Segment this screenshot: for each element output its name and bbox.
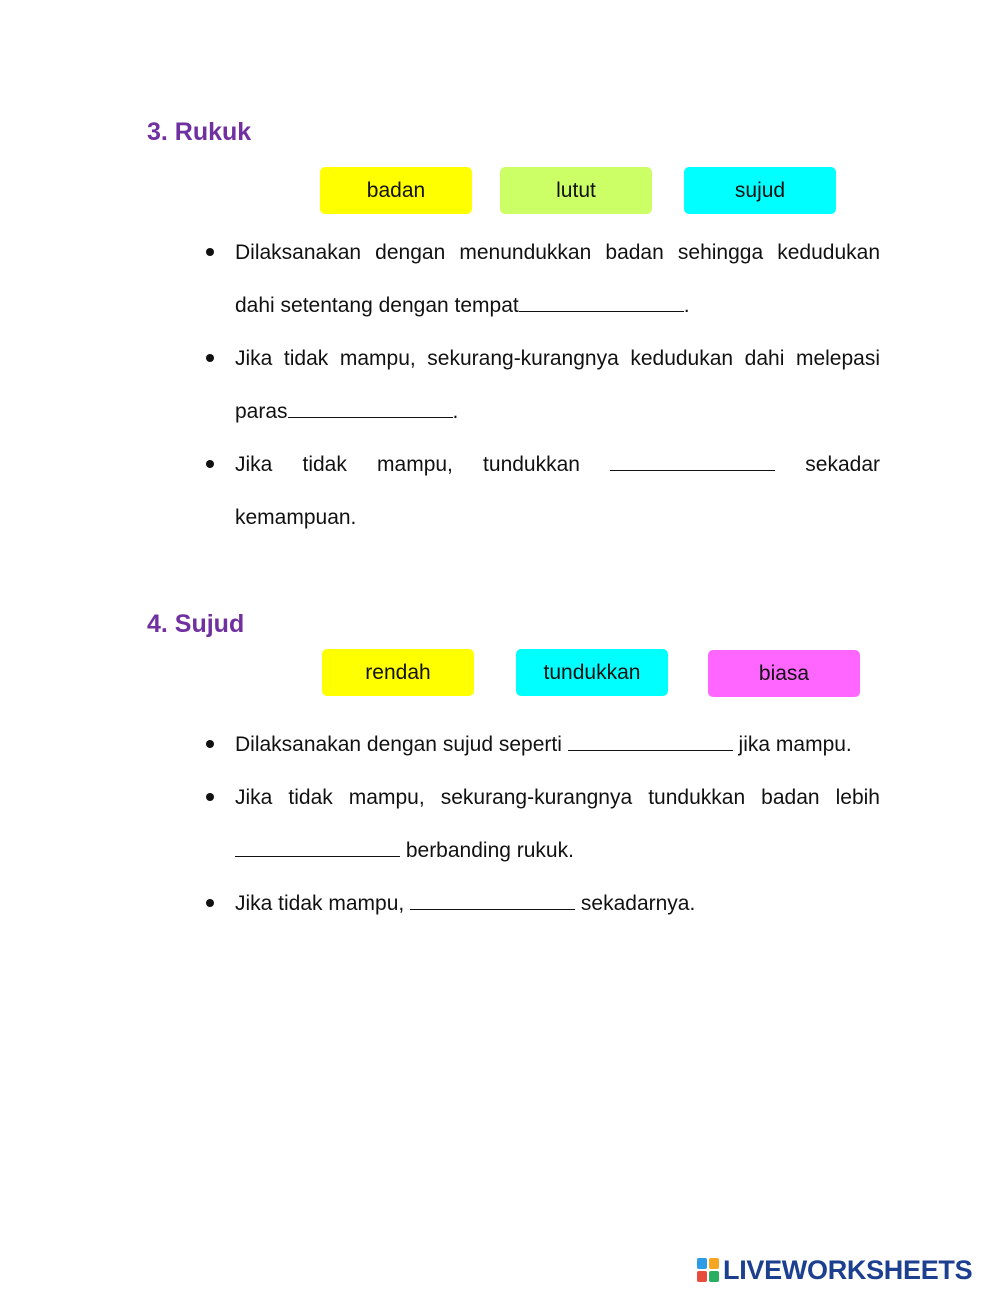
liveworksheets-mark-icon — [697, 1258, 719, 1282]
bullet-icon — [206, 793, 214, 801]
statement-text: Jika tidak mampu, tundukkan — [235, 453, 611, 476]
list-item — [0, 438, 880, 544]
section-heading-rukuk: 3. Rukuk — [147, 118, 252, 146]
statement-text: Dilaksanakan dengan menundukkan badan sehingga kedudukan dahi setentang dengan tempat — [235, 241, 880, 317]
answer-blank[interactable] — [568, 732, 733, 751]
logo-square — [709, 1271, 719, 1282]
statement-text-end: sekadar kemampuan. — [235, 453, 880, 529]
answer-blank[interactable] — [410, 891, 575, 910]
bullet-icon — [206, 740, 214, 748]
liveworksheets-logo — [697, 1255, 972, 1285]
bullet-icon — [206, 460, 214, 468]
list-item — [0, 332, 880, 438]
statement-text-end: sekadarnya. — [575, 892, 696, 915]
logo-square — [697, 1271, 707, 1282]
list-item — [0, 226, 880, 332]
statement-text: Jika tidak mampu, — [235, 892, 411, 915]
brand-name: LIVEWORKSHEETS — [723, 1254, 973, 1285]
statement-text-end: jika mampu. — [732, 733, 852, 756]
answer-blank[interactable] — [235, 838, 400, 857]
word-chip-sujud[interactable]: sujud — [684, 167, 836, 214]
word-chip-badan[interactable]: badan — [320, 167, 472, 214]
word-chip-rendah[interactable]: rendah — [322, 649, 474, 696]
statement-text-end: . — [683, 294, 690, 317]
answer-blank[interactable] — [610, 452, 775, 471]
statement-text: Jika tidak mampu, sekurang-kurangnya kedudukan dahi melepasi paras — [235, 347, 880, 423]
answer-blank[interactable] — [519, 293, 684, 312]
bullet-icon — [206, 248, 214, 256]
list-item — [0, 718, 880, 771]
sujud-statement-list — [0, 718, 1000, 930]
word-chip-tundukkan[interactable]: tundukkan — [516, 649, 668, 696]
list-item — [0, 771, 880, 877]
statement-text: Dilaksanakan dengan sujud seperti — [235, 733, 568, 756]
statement-text-end: . — [452, 400, 459, 423]
logo-square — [697, 1258, 707, 1269]
bullet-icon — [206, 354, 214, 362]
list-item — [0, 877, 880, 930]
word-chip-lutut[interactable]: lutut — [500, 167, 652, 214]
answer-blank[interactable] — [288, 399, 453, 418]
statement-text: Jika tidak mampu, sekurang-kurangnya tundukkan badan lebih — [235, 786, 880, 809]
logo-square — [709, 1258, 719, 1269]
bullet-icon — [206, 899, 214, 907]
statement-text-end: berbanding rukuk. — [400, 839, 574, 862]
word-chip-biasa[interactable]: biasa — [708, 650, 860, 697]
section-heading-sujud: 4. Sujud — [147, 610, 245, 638]
rukuk-statement-list — [0, 226, 1000, 544]
